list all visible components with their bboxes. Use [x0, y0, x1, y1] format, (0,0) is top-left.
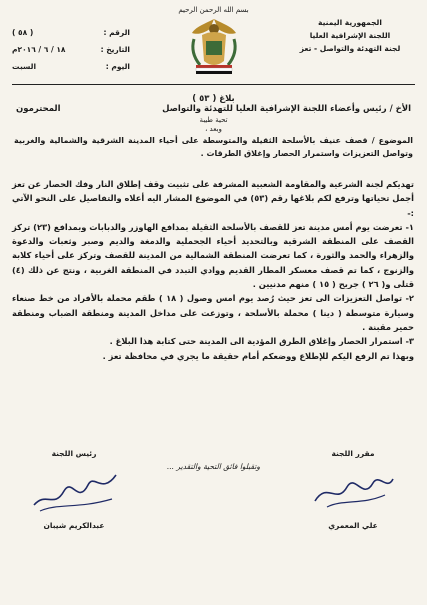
reference-number-row: [12, 24, 130, 41]
issuer-block: [285, 16, 415, 55]
greeting-line-1: تحية طيبة: [199, 116, 228, 124]
reference-day-label: اليوم :: [105, 62, 130, 71]
issuer-country: الجمهورية اليمنية: [318, 18, 382, 27]
issuer-subcommittee: لجنة التهدئة والتواصل - تعز: [299, 44, 401, 53]
reference-date-row: [12, 41, 130, 58]
reference-day-row: [12, 58, 130, 75]
letter-body: [12, 177, 414, 363]
reference-block: [12, 24, 130, 75]
rapporteur-signature: [307, 461, 399, 515]
header-divider: [12, 84, 415, 85]
issuer-committee: اللجنة الإشرافية العليا: [309, 31, 391, 40]
subject-line: الموضوع / قصف عنيف بالأسلحة الثقيلة والمتوسطة على أحياء المدينة الشرقية والشمالية والغربية وتواصل التعزيزات واستمرار الحصار وإغلاق الطرقات .: [14, 136, 413, 158]
rapporteur-title: مقرر اللجنة: [331, 449, 375, 458]
addressee-line: [16, 104, 411, 114]
greeting: [0, 116, 427, 134]
bulletin-title: بلاغ ( ٥٣ ): [192, 94, 235, 104]
reference-number-value: ( ٥٨ ): [12, 28, 34, 37]
yemen-emblem-icon: [188, 17, 240, 77]
reference-date-value: ١٨ / ٦ / ٢٠١٦م: [12, 45, 66, 54]
reference-day-value: السبت: [12, 62, 37, 71]
body-paragraph-1: ١- تعرضت يوم أمس مدينة تعز للقصف بالأسلحة الثقيلة بمدافع الهاوزر والدبابات وبمدافع (٢٣) تركز القصف على المنطقة الشرقية وبالتحديد أحياء الجحملية والدمغة والديم وصبر وثعبات والدعوة والزهراء والحمد والثورة ، كما تعرضت المنطقة الشمالية من المدينة للقصف وتركز على أحياء كلابة والزنوج ، كما تم قصف معسكر المطار القديم ووادي التبدد في المنطقة الغربية ، ونتج عن ذلك (٤) قتلى و( ٢٦ ) جريح ( ١٥ ) منهم مدنيين .: [12, 221, 414, 290]
rapporteur-name: علي المعمري: [328, 521, 378, 530]
reference-date-label: التاريخ :: [100, 45, 130, 54]
addressee-text: الأخ / رئيس وأعضاء اللجنة الإشرافية العليا للتهدئة والتواصل: [162, 104, 411, 114]
signature-block-rapporteur: [303, 449, 403, 533]
chairman-title: رئيس اللجنة: [51, 449, 97, 458]
closing-line: وتقبلوا فائق التحية والتقدير ...: [166, 462, 261, 471]
basmala: بسم الله الرحمن الرحيم: [178, 6, 249, 14]
body-paragraph-2: ٢- تواصل التعزيزات الى تعز حيث رُصد يوم امس وصول ( ١٨ ) طقم محملة بالأفراد من خط صنعاء وسيارة متوسطة ( دينا ) محملة بالأسلحة ، وتوزعت على مداخل المدينة ومنطقة الضباب ومنطقة حمير مقبنة .: [12, 293, 414, 332]
signature-block-chairman: [24, 449, 124, 533]
body-paragraph-3: ٣- استمرار الحصار وإغلاق الطرق المؤدية الى المدينة حتى كتابة هذا البلاغ .: [109, 336, 414, 347]
body-paragraph-intro: تهديكم لجنة الشرعية والمقاومة الشعبية المشرفة على تثبيت وقف إطلاق النار وفك الحصار عن تعز أجمل تحياتها وترفع لكم بلاغها رقم (٥٣) في الموضوع المشار اليه أعلاه والتفاصيل على النحو الآتي :-: [12, 179, 415, 218]
reference-number-label: الرقم :: [103, 28, 130, 37]
addressee-honorific: المحترمون: [16, 104, 61, 114]
greeting-line-2: وبعد ،: [205, 125, 222, 133]
chairman-signature: [28, 461, 120, 515]
chairman-name: عبدالكريم شيبان: [43, 521, 105, 530]
body-paragraph-conclusion: وبهذا تم الرفع اليكم للإطلاع ووضعكم أمام حقيقة ما يجري في محافظة تعز .: [102, 350, 414, 361]
